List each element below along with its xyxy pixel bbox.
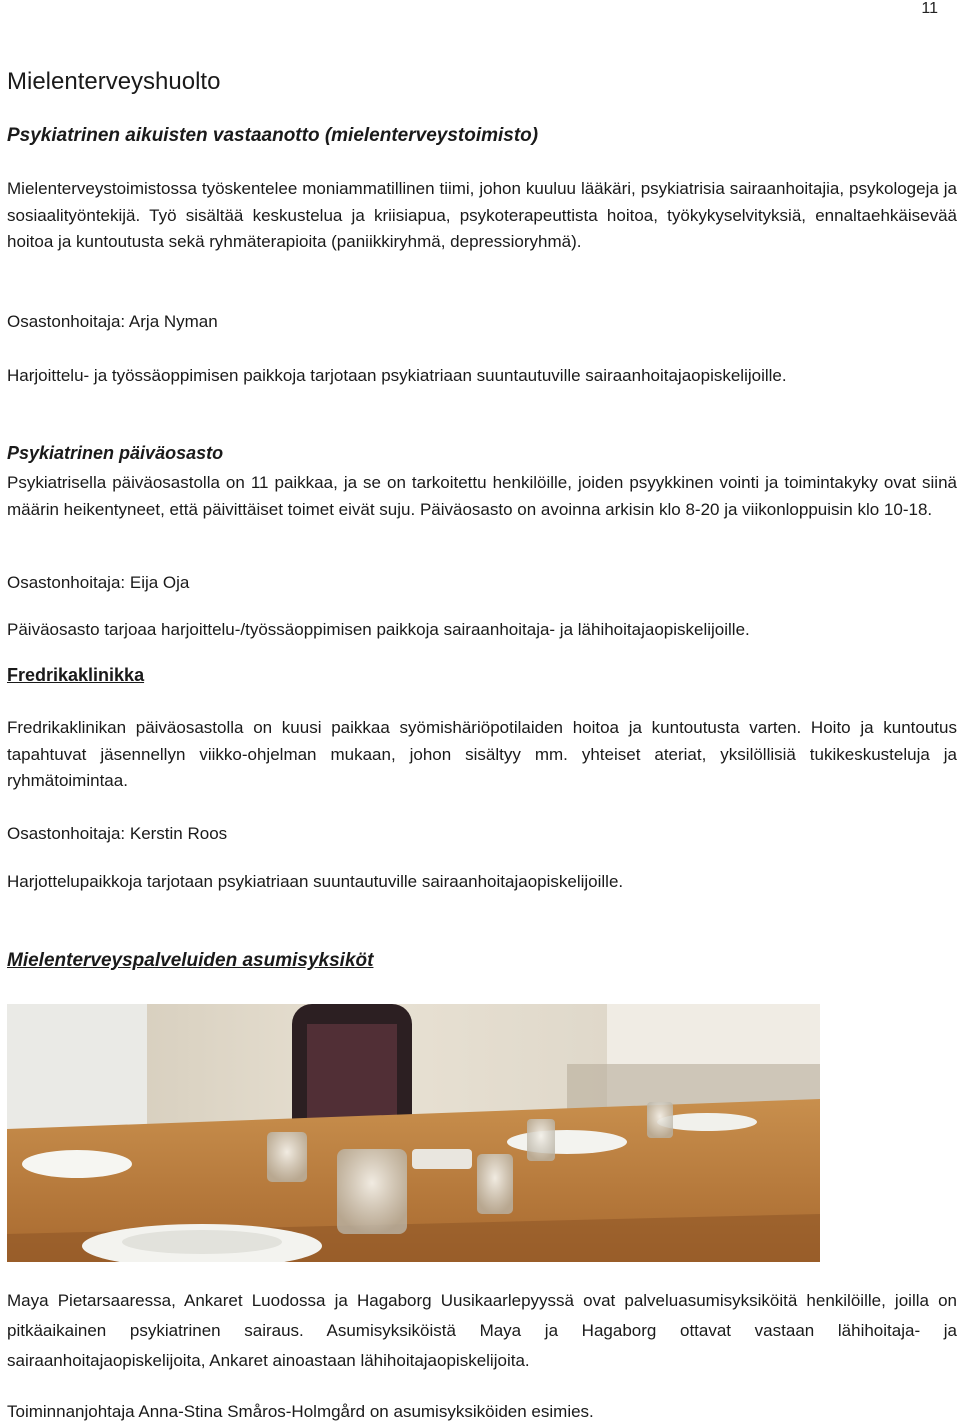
fredrika-body: Fredrikaklinikan päiväosastolla on kuusi paikkaa syömishäriöpotilaiden hoitoa ja kuntoutusta varten. Hoito ja kuntoutus tapahtuvat jäsennellyn viikko-ohjelman mukaan, johon sisältyy mm. yhteiset ateriat, yksilöllisiä tukikeskusteluja ja ryhmätoimintaa. <box>7 718 957 790</box>
day-ward-head-nurse: Osastonhoitaja: Eija Oja <box>7 573 190 592</box>
fredrika-head-nurse: Osastonhoitaja: Kerstin Roos <box>7 824 228 843</box>
housing-body: Maya Pietarsaaressa, Ankaret Luodossa ja Hagaborg Uusikaarlepyyssä ovat palveluasumisyksiköitä henkilöille, joilla on pitkäaikainen psykiatrinen sairaus. Asumisyksiköistä Maya ja Hagaborg ottavat vastaan lähihoitaja- ja sairaanhoitajaopiskelijoita, Ankaret ainoastaan lähihoitajaopiskelijoita. <box>7 1291 957 1370</box>
section-heading-housing: Mielenterveyspalveluiden asumisyksiköt <box>7 950 374 971</box>
outpatient-head-nurse: Osastonhoitaja: Arja Nyman <box>7 312 218 331</box>
section-heading-day-ward: Psykiatrinen päiväosasto <box>7 443 224 463</box>
day-ward-training: Päiväosasto tarjoaa harjoittelu-/työssäoppimisen paikkoja sairaanhoitaja- ja lähihoitajaopiskelijoille. <box>7 620 750 639</box>
outpatient-training: Harjoittelu- ja työssäoppimisen paikkoja tarjotaan psykiatriaan suuntautuville sairaanhoitajaopiskelijoille. <box>7 366 787 385</box>
page-number: 11 <box>921 0 938 17</box>
section-heading-outpatient: Psykiatrinen aikuisten vastaanotto (mielenterveystoimisto) <box>7 125 539 146</box>
section-heading-fredrika: Fredrikaklinikka <box>7 665 145 685</box>
dining-table-photo <box>7 1004 820 1262</box>
page-title: Mielenterveyshuolto <box>7 68 221 95</box>
outpatient-body: Mielenterveystoimistossa työskentelee moniammatillinen tiimi, johon kuuluu lääkäri, psykiatrisia sairaanhoitajia, psykologeja ja sosiaalityöntekijä. Työ sisältää keskustelua ja kriisiapua, psykoterapeuttista hoitoa, työkykyselvityksiä, ennaltaehkäisevää hoitoa ja kuntoutusta sekä ryhmäterapioita (paniikkiryhmä, depressioryhmä). <box>7 179 957 251</box>
housing-director: Toiminnanjohtaja Anna-Stina Småros-Holmgård on asumisyksiköiden esimies. <box>7 1402 594 1421</box>
fredrika-training: Harjottelupaikkoja tarjotaan psykiatriaan suuntautuville sairaanhoitajaopiskelijoille. <box>7 872 624 891</box>
day-ward-body: Psykiatrisella päiväosastolla on 11 paikkaa, ja se on tarkoitettu henkilöille, joiden psyykkinen vointi ja toimintakyky ovat siinä määrin heikentyneet, että päivittäiset toimet eivät suju. Päiväosasto on avoinna arkisin klo 8-20 ja viikonloppuisin klo 10-18. <box>7 473 957 519</box>
